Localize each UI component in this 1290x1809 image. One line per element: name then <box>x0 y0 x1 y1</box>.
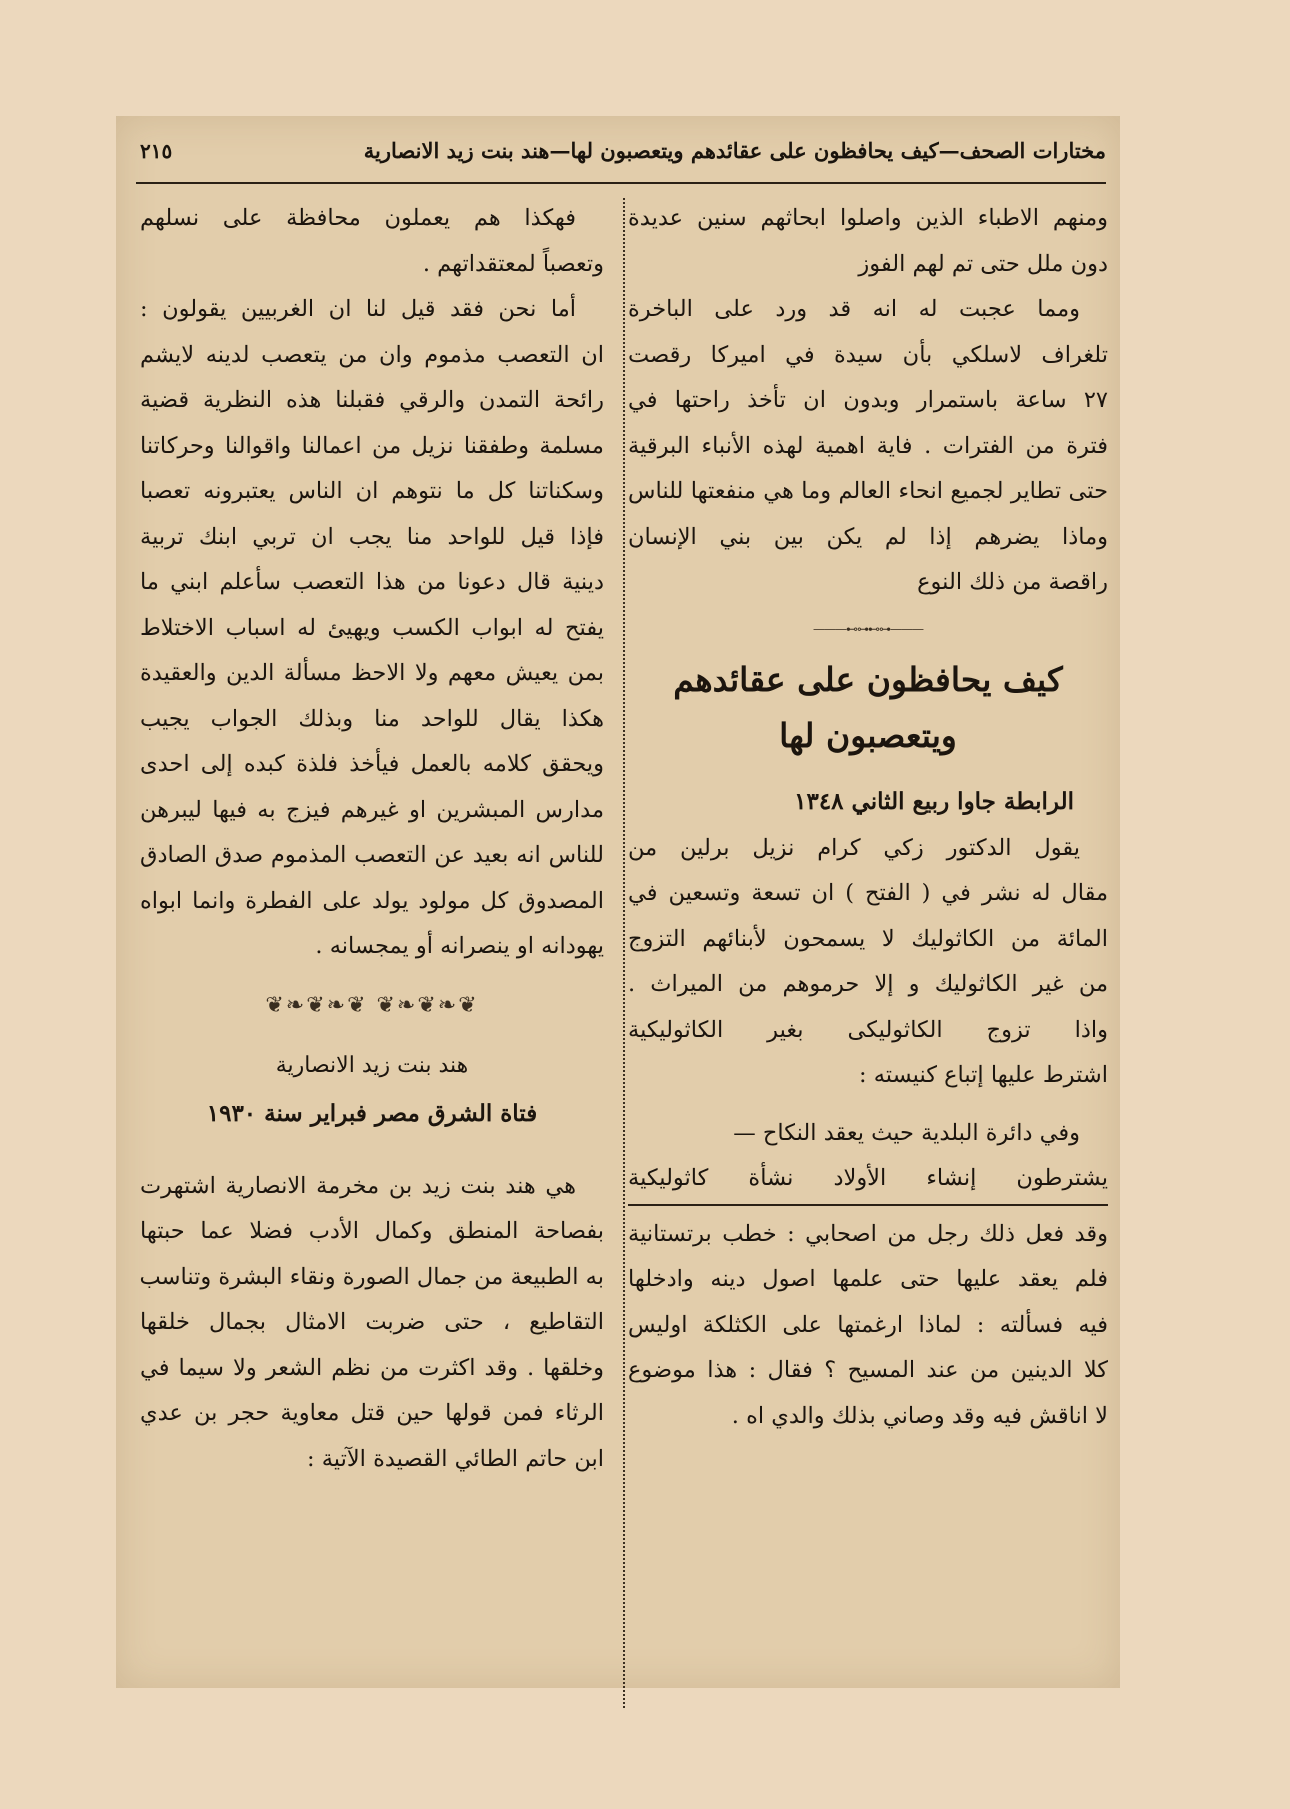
text-line: وقد فعل ذلك رجل من اصحابي : خطب برتستانية <box>628 1220 1108 1247</box>
text-line: يقول الدكتور زكي كرام نزيل برلين من <box>628 834 1080 861</box>
text-line: دون ملل حتى تم لهم الفوز <box>858 250 1108 277</box>
text-line: وخلقها . وقد اكثرت من نظم الشعر ولا سيما في <box>140 1354 604 1381</box>
text-line: واذا تزوج الكاثوليكى بغير الكاثوليكية <box>628 1016 1108 1043</box>
text-line: مقال له نشر في ( الفتح ) ان تسعة وتسعين في <box>628 880 1108 906</box>
page-number: ٢١٥ <box>140 139 173 163</box>
text-line: التقاطيع ، حتى ضربت الامثال بجمال خلقها <box>140 1309 604 1335</box>
text-line: وماذا يضرهم إذا لم يكن بين بني الإنسان <box>628 523 1108 550</box>
text-line: حتى تطاير لجميع انحاء العالم وما هي منفعتها للناس <box>628 478 1108 504</box>
text-line: فترة من الفترات . فاية اهمية لهذه الأنباء البرقية <box>628 432 1108 459</box>
text-line: فيه فسألته : لماذا ارغمتها على الكثلكة اوليس <box>628 1311 1108 1338</box>
underline-rule <box>628 1204 1108 1206</box>
text-line: يهودانه او ينصرانه أو يمجسانه . <box>315 933 604 959</box>
text-line: الرثاء فمن قولها حين قتل معاوية حجر بن عدي <box>140 1400 604 1426</box>
text-line: أما نحن فقد قيل لنا ان الغربيين يقولون : <box>140 296 576 322</box>
text-line: ان التعصب مذموم وان من يتعصب لدينه لايشم <box>140 341 604 368</box>
floral-ornament: ❦❧❦❧❦ ❦❧❦❧❦ <box>265 992 479 1018</box>
scanned-page <box>116 116 1120 1688</box>
text-line: كلا الدينين من عند المسيح ؟ فقال : هذا موضوع <box>628 1357 1108 1383</box>
text-line: وسكناتنا كل ما نتوهم ان الناس يعتبرونه تعصبا <box>140 478 604 504</box>
text-line: وفي دائرة البلدية حيث يعقد النكاح — <box>733 1119 1080 1146</box>
author-name: هند بنت زيد الانصارية <box>275 1052 469 1078</box>
paragraph-gap <box>628 1099 1108 1111</box>
running-title: مختارات الصحف—كيف يحافظون على عقائدهم ويتعصبون لها—هند بنت زيد الانصارية <box>363 138 1106 163</box>
text-line: ومما عجبت له انه قد ورد على الباخرة <box>628 296 1080 322</box>
right-column <box>628 196 1108 1439</box>
text-line: ويحقق كلامه بالعمل فيأخذ فلذة كبده إلى احدى <box>140 751 604 777</box>
text-line: هكذا يقال للواحد منا وبذلك الجواب يجيب <box>140 705 604 732</box>
text-line: من غير الكاثوليك و إلا حرموهم من الميراث . <box>628 971 1108 997</box>
text-line: فهكذا هم يعملون محافظة على نسلهم <box>140 205 576 231</box>
text-line: دينية قال دعونا من هذا التعصب سأعلم ابني ما <box>140 569 604 595</box>
text-line: المصدوق كل مولود يولد على الفطرة وانما ابواه <box>140 887 604 914</box>
text-line: بفصاحة المنطق وكمال الأدب فضلا عما حبتها <box>140 1218 604 1244</box>
text-line: يشترطون إنشاء الأولاد نشأة كاثوليكية <box>628 1165 1108 1191</box>
source-line: فتاة الشرق مصر فبراير سنة ١٩٣٠ <box>206 1099 538 1127</box>
text-line: للناس انه بعيد عن التعصب المذموم صدق الصادق <box>140 842 604 868</box>
text-line: فإذا قيل للواحد منا يجب ان تربي ابنك تربية <box>140 523 604 550</box>
text-line: المائة من الكاثوليك لا يسمحون لأبنائهم التزوج <box>628 925 1108 952</box>
text-line: يفتح له ابواب الكسب ويهيئ له اسباب الاختلاط <box>140 614 604 641</box>
text-line: لا اناقش فيه وقد وصاني بذلك والدي اه . <box>731 1402 1108 1429</box>
section-ornament-rule: ———⊷⊶⊷⊶——— <box>813 621 923 636</box>
page-header <box>140 138 1106 163</box>
text-line: اشترط عليها إتباع كنيسته : <box>859 1062 1108 1088</box>
text-line: راقصة من ذلك النوع <box>917 569 1108 595</box>
dateline: الرابطة جاوا ربيع الثاني ١٣٤٨ <box>794 787 1074 815</box>
text-line: ٢٧ ساعة باستمرار وبدون ان تأخذ راحتها في <box>628 387 1108 413</box>
text-line: ابن حاتم الطائي القصيدة الآتية : <box>306 1445 604 1472</box>
article-title: كيف يحافظون على عقائدهم <box>673 659 1063 699</box>
article-title-line2: ويتعصبون لها <box>779 715 957 755</box>
text-line: تلغراف لاسلكي بأن سيدة في اميركا رقصت <box>628 341 1108 368</box>
text-line: وتعصباً لمعتقداتهم . <box>422 250 604 277</box>
text-line: به الطبيعة من جمال الصورة ونقاء البشرة وتناسب <box>139 1263 604 1290</box>
left-column <box>140 196 604 1482</box>
text-line: مسلمة وطفقنا نزيل من اعمالنا واقوالنا وحركاتنا <box>140 432 604 459</box>
paragraph-gap <box>140 1138 604 1164</box>
text-line: ومنهم الاطباء الذين واصلوا ابحاثهم سنين عديدة <box>628 205 1108 231</box>
text-line: رائحة التمدن والرقي فقبلنا هذه النظرية قضية <box>140 387 604 413</box>
header-rule <box>136 182 1106 184</box>
text-line: فلم يعقد عليها حتى علمها اصول دينه وادخلها <box>628 1266 1108 1292</box>
text-line: هي هند بنت زيد بن مخرمة الانصارية اشتهرت <box>140 1172 576 1199</box>
text-line: بمن يعيش معهم ولا الاحظ مسألة الدين والعقيدة <box>140 660 604 686</box>
column-divider <box>623 198 625 1708</box>
text-line: مدارس المبشرين او غيرهم فيزج به فيها ليبرهن <box>140 796 604 823</box>
